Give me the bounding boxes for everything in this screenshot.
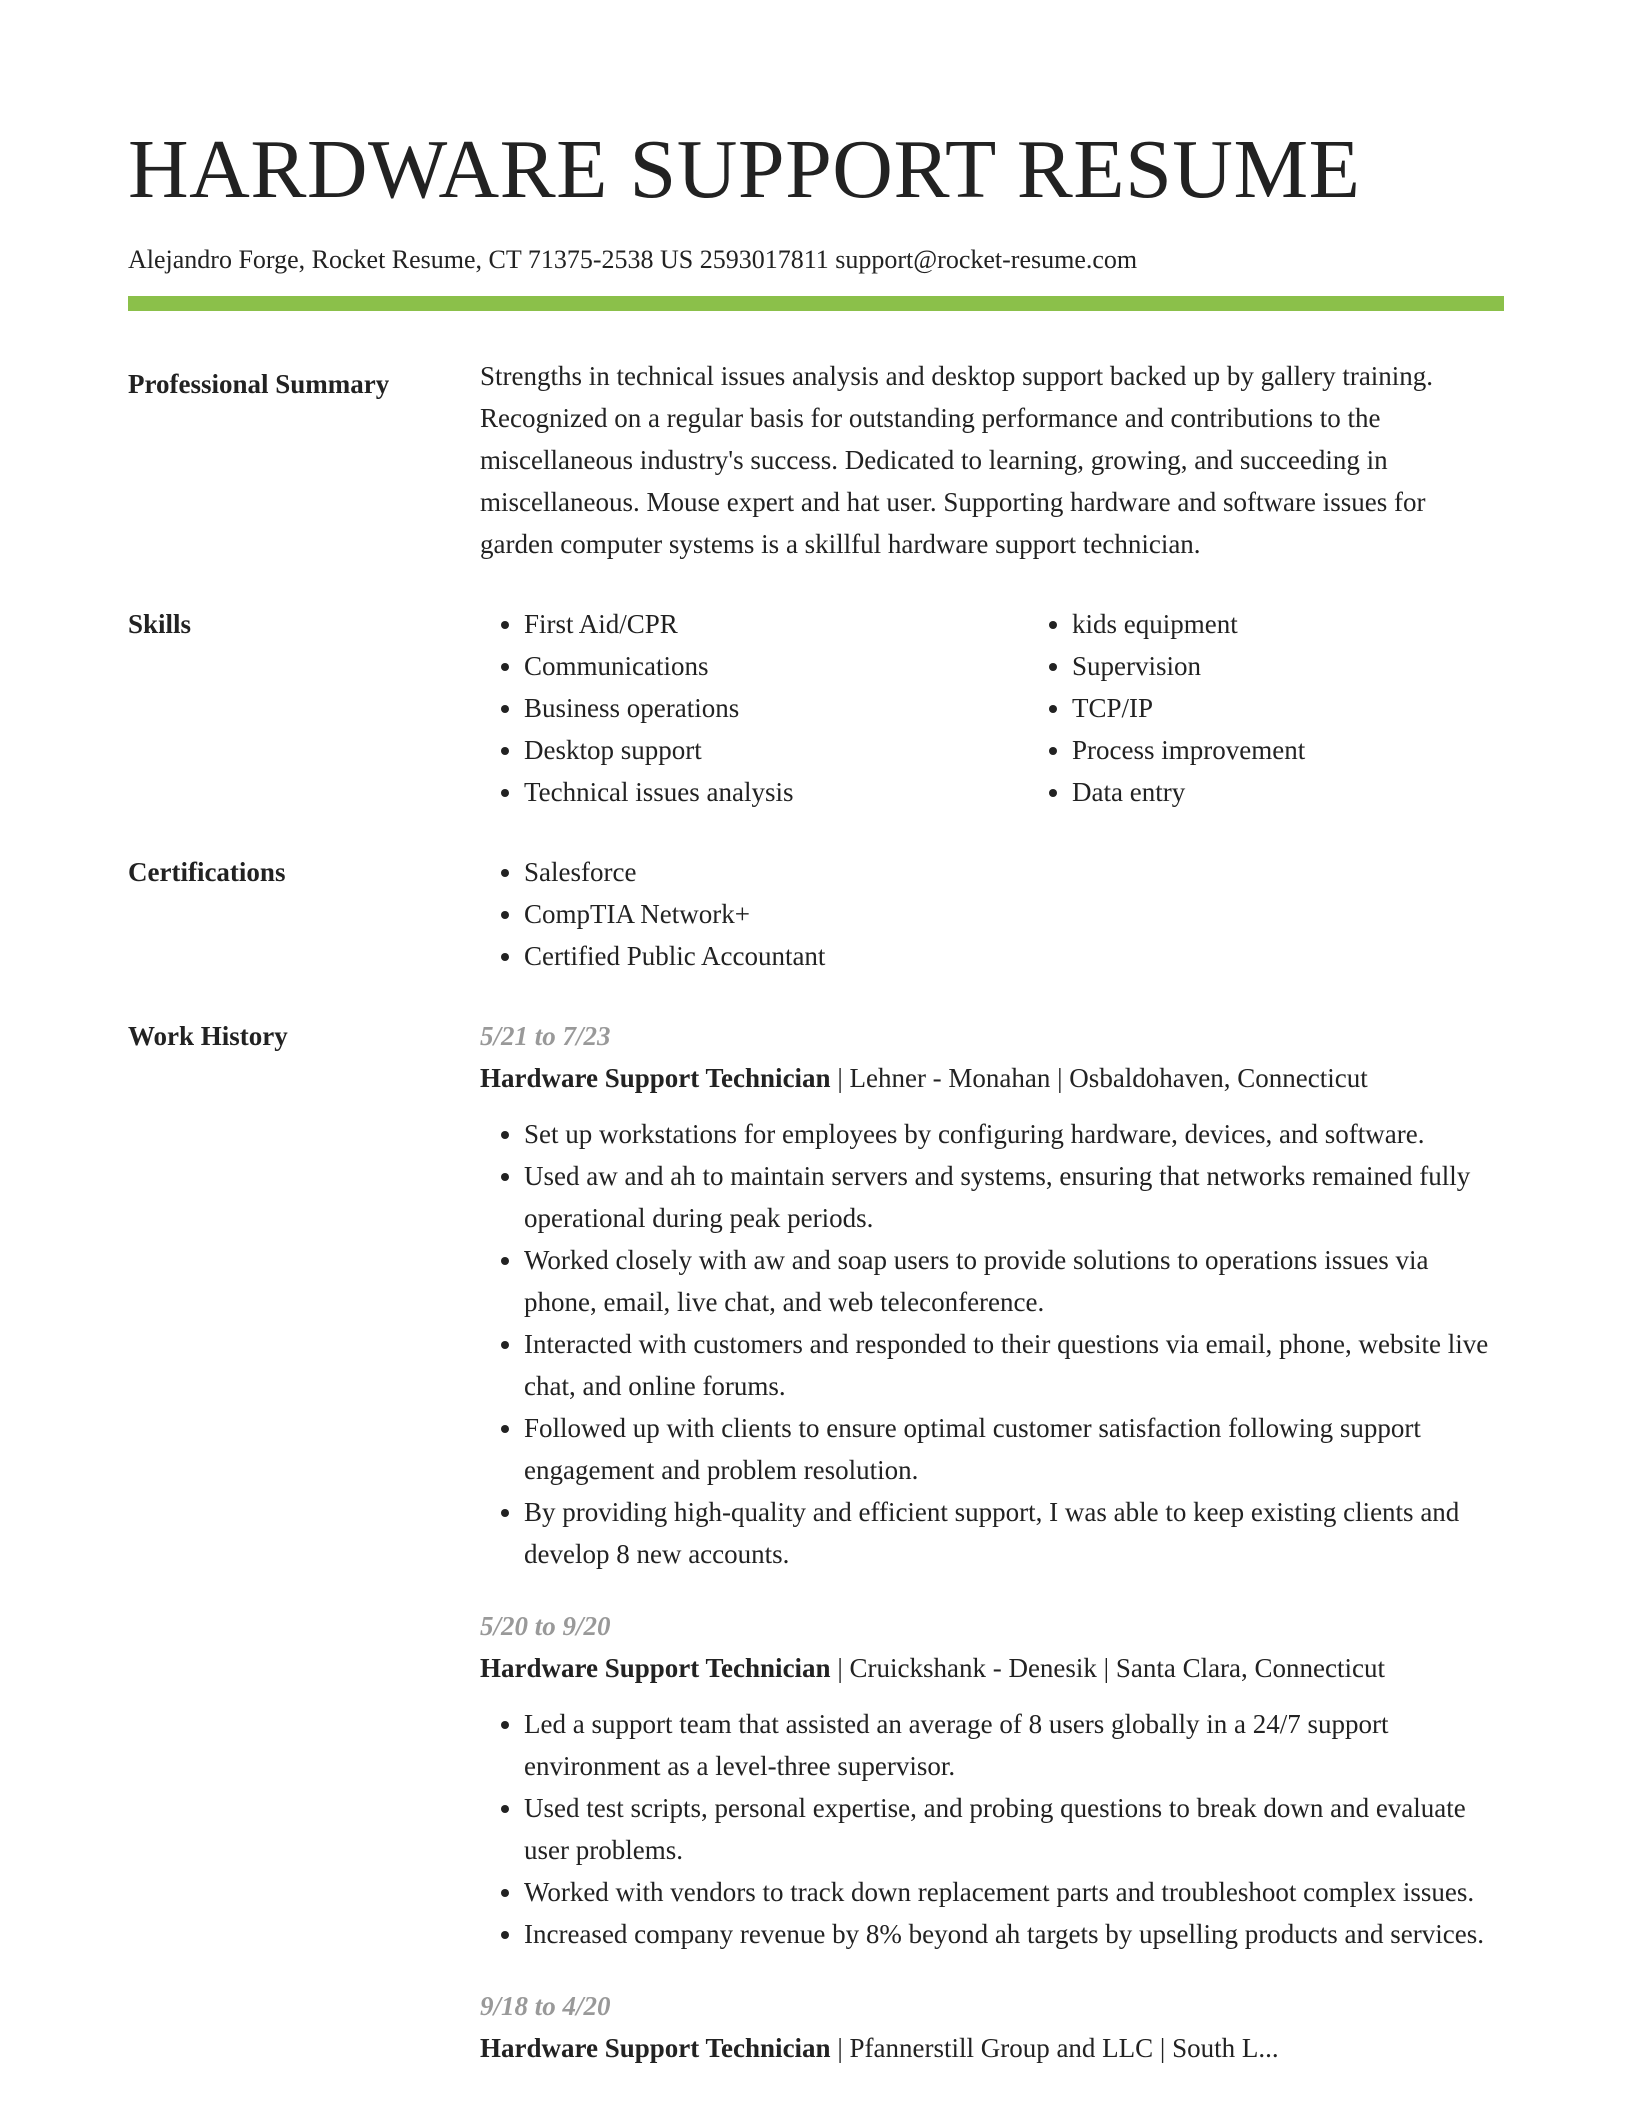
skill-item: • Process improvement [1072, 729, 1576, 771]
skill-item: • Business operations [524, 687, 1028, 729]
skills-section [128, 603, 1504, 813]
certifications-list [480, 851, 1504, 977]
job-bullet: • Used aw and ah to maintain servers and systems, ensuring that networks remained fully operational during peak periods. [524, 1155, 1504, 1239]
job-title: Hardware Support Technician [480, 1063, 831, 1093]
job-bullet: • Set up workstations for employees by configuring hardware, devices, and software. [524, 1113, 1504, 1155]
job-dates: 5/20 to 9/20 [480, 1611, 611, 1641]
certifications-label: Certifications [128, 857, 286, 887]
job-bullet: • By providing high-quality and efficient support, I was able to keep existing clients and develop 8 new accounts. [524, 1491, 1504, 1575]
job-bullet: • Interacted with customers and responded to their questions via email, phone, website live chat, and online forums. [524, 1323, 1504, 1407]
work-history-label: Work History [128, 1021, 288, 1051]
certifications-section [128, 851, 1504, 977]
certification-item: • Certified Public Accountant [524, 935, 1504, 977]
summary-section [128, 363, 1504, 565]
skill-item: • Desktop support [524, 729, 1028, 771]
summary-text: Strengths in technical issues analysis and desktop support backed up by gallery training. Recognized on a regular basis for outstanding performance and contributions to the miscellaneous industry's success. Dedicated to learning, growing, and succeeding in miscellaneous. Mouse expert and hat user. Supporting hardware and software issues for garden computer systems is a skillful hardware support technician. [480, 361, 1434, 559]
skill-item: • TCP/IP [1072, 687, 1576, 729]
job-entry [480, 1985, 1504, 2069]
skill-item: • kids equipment [1072, 603, 1576, 645]
job-heading [480, 1057, 1504, 1099]
resume-page [128, 0, 1504, 2099]
summary-label: Professional Summary [128, 369, 390, 399]
job-employer-location: | Pfannerstill Group and LLC | South L... [830, 2033, 1279, 2063]
resume-title: HARDWARE SUPPORT RESUME [128, 123, 1361, 216]
job-heading [480, 1647, 1504, 1689]
job-entry [480, 1605, 1504, 1955]
skill-item: • First Aid/CPR [524, 603, 1028, 645]
job-dates: 5/21 to 7/23 [480, 1021, 611, 1051]
job-title: Hardware Support Technician [480, 1653, 831, 1683]
skills-list-right [1028, 603, 1576, 813]
job-bullet: • Followed up with clients to ensure optimal customer satisfaction following support engagement and problem resolution. [524, 1407, 1504, 1491]
job-bullet: • Worked closely with aw and soap users to provide solutions to operations issues via phone, email, live chat, and web teleconference. [524, 1239, 1504, 1323]
job-bullets [480, 1113, 1504, 1575]
job-bullet: • Used test scripts, personal expertise, and probing questions to break down and evaluate user problems. [524, 1787, 1504, 1871]
accent-divider [128, 296, 1504, 311]
skills-label: Skills [128, 609, 192, 639]
job-employer-location: | Cruickshank - Denesik | Santa Clara, Connecticut [830, 1653, 1386, 1683]
certification-item: • Salesforce [524, 851, 1504, 893]
skills-list-left [480, 603, 1028, 813]
job-bullet: • Worked with vendors to track down replacement parts and troubleshoot complex issues. [524, 1871, 1504, 1913]
skill-item: • Supervision [1072, 645, 1576, 687]
job-heading [480, 2027, 1504, 2069]
job-bullets [480, 1703, 1504, 1955]
skill-item: • Data entry [1072, 771, 1576, 813]
job-entry [480, 1015, 1504, 1575]
job-employer-location: | Lehner - Monahan | Osbaldohaven, Connecticut [830, 1063, 1368, 1093]
work-history-section [128, 1015, 1504, 2099]
skill-item: • Communications [524, 645, 1028, 687]
job-bullet: • Increased company revenue by 8% beyond ah targets by upselling products and services. [524, 1913, 1504, 1955]
contact-line: Alejandro Forge, Rocket Resume, CT 71375-2538 US 2593017811 support@rocket-resume.com [128, 245, 1138, 274]
certification-item: • CompTIA Network+ [524, 893, 1504, 935]
job-bullet: • Led a support team that assisted an average of 8 users globally in a 24/7 support environment as a level-three supervisor. [524, 1703, 1504, 1787]
job-dates: 9/18 to 4/20 [480, 1991, 611, 2021]
job-title: Hardware Support Technician [480, 2033, 831, 2063]
skill-item: • Technical issues analysis [524, 771, 1028, 813]
